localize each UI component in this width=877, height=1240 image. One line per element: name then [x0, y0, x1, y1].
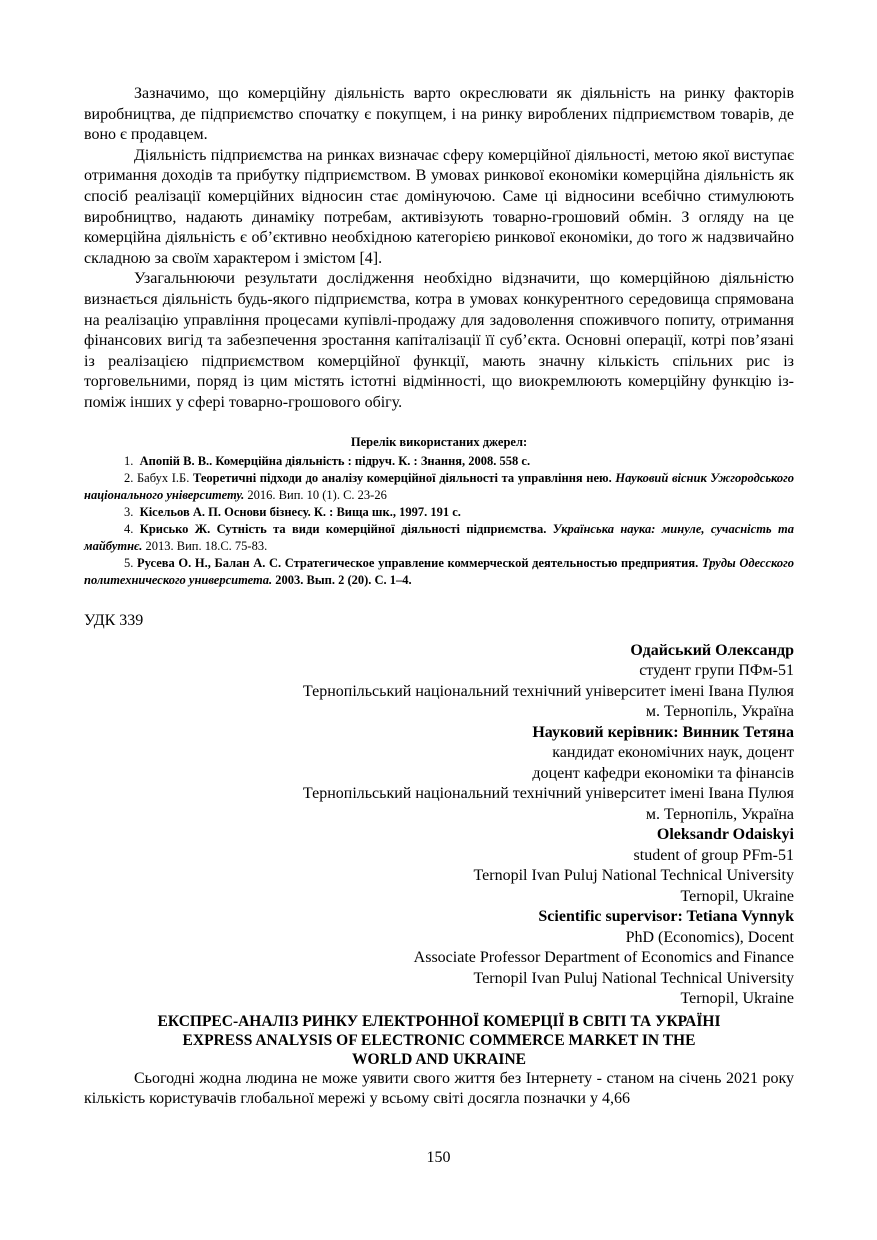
university-en: Ternopil Ivan Puluj National Technical University: [473, 867, 794, 884]
supervisor-en: Scientific supervisor: Tetiana Vynnyk: [538, 908, 794, 925]
city-en: Ternopil, Ukraine: [680, 887, 794, 905]
article-title-en-line2: WORLD AND UKRAINE: [352, 1050, 526, 1068]
supervisor-ua: Науковий керівник: Винник Тетяна: [532, 723, 794, 741]
supervisor-position-ua: доцент кафедри економіки та фінансів: [532, 764, 794, 782]
university-ua-2: Тернопільський національний технічний університет імені Івана Пулюя: [302, 785, 794, 802]
reference-item: 4. Крисько Ж. Сутність та види комерційної діяльності підприємства. Українська наука: минуле, сучасність та майбутнє. 2013. Вип. 18.С. 75-83.: [84, 521, 794, 553]
author-group-en: student of group PFm-51: [633, 846, 794, 864]
author-group-ua: студент групи ПФм-51: [639, 662, 794, 679]
reference-item: 5. Русева О. Н., Балан А. С. Стратегическое управление коммерческой деятельностью предприятия. Труды Одесского политехнического университета. 2003. Вып. 2 (20). С. 1–4.: [84, 555, 794, 587]
page-number: 150: [426, 1149, 451, 1166]
author-name-ua: Одайський Олександр: [630, 641, 794, 659]
author-name-en: Oleksandr Odaiskyi: [656, 826, 794, 843]
body-paragraph-2: Діяльність підприємства на ринках визначає сферу комерційної діяльності, метою якої виступає отримання доходів та прибутку підприємством. В умовах ринкової економіки комерційна діяльність як спосіб реалізації комерційних відносин стає домінуючою. Саме ці відносини всебічно стимулюють виробництво, надають динаміку потребам, активізують товарно-грошовий обмін. З огляду на це комерційна діяльність є об’єктивно необхідною категорією ринкової економіки, до того ж надзвичайно складною за своїм характером і змістом [4].: [84, 146, 794, 267]
references-title: Перелік використаних джерел:: [350, 434, 528, 449]
city-ua-2: м. Тернопіль, Україна: [645, 805, 794, 823]
author-block: [84, 641, 794, 1010]
reference-item: 1. Апопій В. В.. Комерційна діяльність : підруч. К. : Знання, 2008. 558 с.: [124, 453, 531, 468]
article-title-ua: ЕКСПРЕС-АНАЛІЗ РИНКУ ЕЛЕКТРОННОЇ КОМЕРЦІЇ В СВІТІ ТА УКРАЇНІ: [157, 1012, 721, 1030]
body-paragraph-3: Узагальнюючи результати дослідження необхідно відзначити, що комерційною діяльністю визнається діяльність будь-якого підприємства, котра в умовах конкурентного середовища спрямована на реалізацію управління процесами купівлі-продажу для задоволення споживчого попиту, отримання фінансових вигід та забезпечення зростання капіталізації її суб’єкта. Основні операції, котрі пов’язані із реалізацією підприємством комерційної функції, мають значну кількість спільних рис із торговельними, поряд із цим містять істотні відмінності, що виокремлюють комерційну функцію із-поміж інших у сфері товарно-грошового обігу.: [84, 270, 794, 411]
university-en-2: Ternopil Ivan Puluj National Technical University: [473, 969, 794, 987]
body-paragraph-1: Зазначимо, що комерційну діяльність варто окреслювати як діяльність на ринку факторів виробництва, де підприємство спочатку є покупцем, і на ринку вироблених підприємством товарів, де воно є продавцем.: [84, 85, 794, 144]
university-ua: Тернопільський національний технічний університет імені Івана Пулюя: [302, 682, 794, 700]
city-en-2: Ternopil, Ukraine: [680, 990, 794, 1007]
supervisor-degree-en: PhD (Economics), Docent: [625, 928, 794, 946]
city-ua: м. Тернопіль, Україна: [645, 703, 794, 720]
article-title-en-line1: EXPRESS ANALYSIS OF ELECTRONIC COMMERCE MARKET IN THE: [182, 1031, 696, 1049]
supervisor-degree-ua: кандидат економічних наук, доцент: [552, 744, 794, 761]
article-title: [84, 1012, 794, 1069]
intro-paragraph: Сьогодні жодна людина не може уявити свого життя без Інтернету - станом на січень 2021 року кількість користувачів глобальної мережі у всьому світі досягла позначки у 4,66: [84, 1069, 794, 1108]
references-section: [84, 434, 794, 589]
reference-item: 3. Кісельов А. П. Основи бізнесу. К. : Вища шк., 1997. 191 с.: [124, 504, 461, 519]
udk-code: УДК 339: [84, 611, 144, 629]
page-content: [84, 84, 794, 1110]
reference-item: 2. Бабух І.Б. Теоретичні підходи до аналізу комерційної діяльності та управління нею. Науковий вісник Ужгородського національного університету. 2016. Вип. 10 (1). С. 23-26: [84, 470, 795, 502]
supervisor-position-en: Associate Professor Department of Economics and Finance: [413, 949, 794, 966]
